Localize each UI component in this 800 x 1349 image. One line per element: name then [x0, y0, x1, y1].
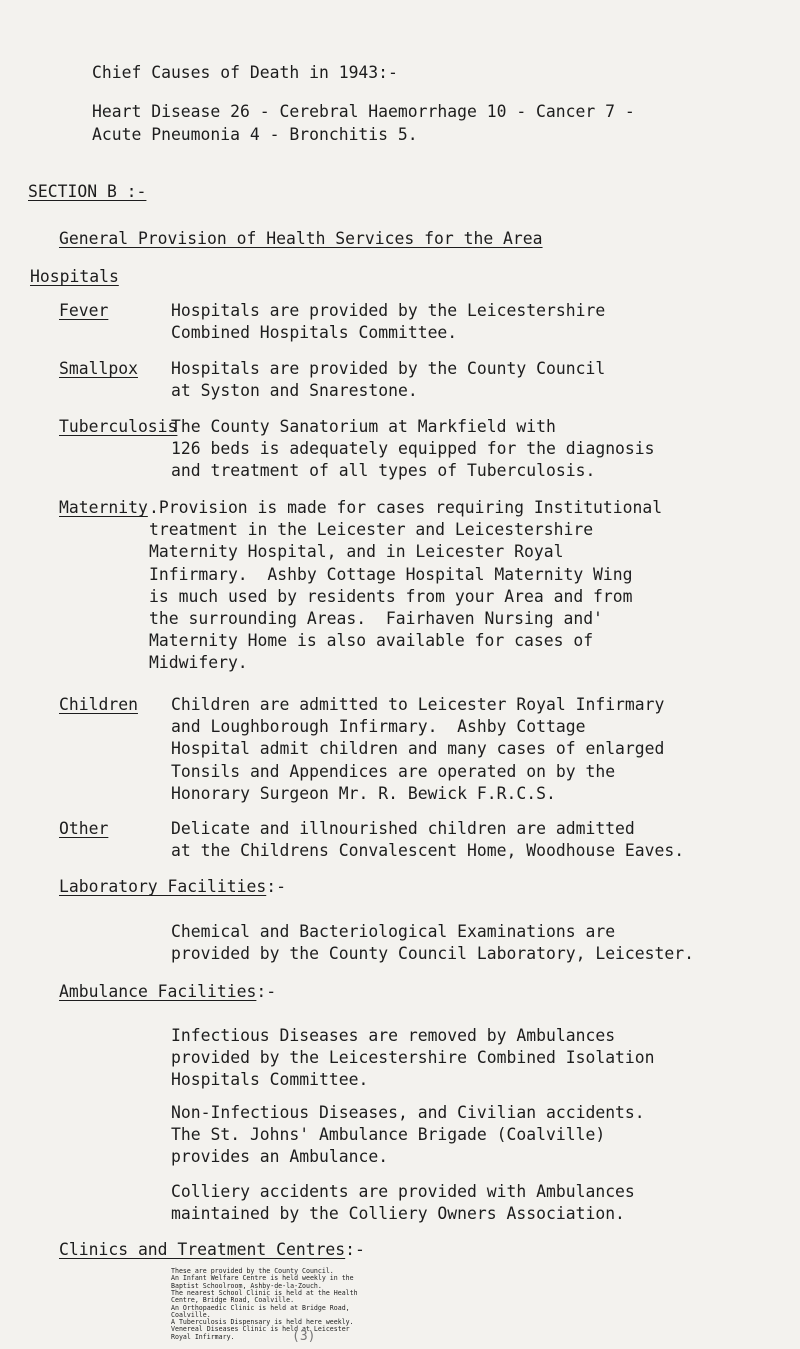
clinics-heading-text: Clinics and Treatment Centres — [59, 1240, 346, 1259]
section-title: General Provision of Health Services for the Area — [59, 229, 543, 248]
clinics-line: An Infant Welfare Centre is held weekly in the — [171, 1274, 354, 1283]
clinics-heading — [59, 1239, 365, 1261]
ambulance-paragraph-1: Infectious Diseases are removed by Ambulances provided by the Leicestershire Combined Isolation Hospitals Committee. — [171, 1026, 655, 1090]
hospitals-heading: Hospitals — [30, 267, 119, 286]
maternity-label: Maternity — [59, 498, 148, 517]
clinics-heading-suffix: :- — [345, 1240, 365, 1259]
clinics-line: Coalville. — [171, 1310, 211, 1319]
other-label: Other — [59, 819, 109, 838]
smallpox-label: Smallpox — [59, 359, 138, 378]
fever-label: Fever — [59, 301, 109, 320]
ambulance-paragraph-3: Colliery accidents are provided with Ambulances maintained by the Colliery Owners Association. — [171, 1182, 635, 1224]
page-number: (3) — [292, 1329, 316, 1344]
ambulance-heading-suffix: :- — [256, 982, 277, 1001]
tuberculosis-text: The County Sanatorium at Markfield with 126 beds is adequately equipped for the diagnosis and treatment of all types of Tuberculosis. — [171, 417, 655, 481]
causes-line-2: Acute Pneumonia 4 - Bronchitis 5. — [92, 125, 418, 144]
maternity-text: .Provision is made for cases requiring Institutional treatment in the Leicester and Leicestershire Maternity Hospital, and in Leicester Royal Infirmary. Ashby Cottage Hospital Maternity Wing is much used by residents from your Area and from the surrounding Areas. Fairhaven Nursing and' Maternity Home is also available for cases of Midwifery. — [149, 498, 663, 673]
clinics-line: These are provided by the County Council. — [171, 1267, 334, 1275]
clinics-line: A Tuberculosis Dispensary is held here weekly. — [171, 1318, 354, 1327]
fever-text: Hospitals are provided by the Leicestershire Combined Hospitals Committee. — [171, 301, 606, 343]
clinics-line: Royal Infirmary. — [171, 1332, 235, 1341]
laboratory-heading — [59, 876, 286, 898]
causes-line-1: Heart Disease 26 - Cerebral Haemorrhage 10 - Cancer 7 - — [92, 102, 635, 121]
clinics-line: Baptist Schoolroom, Ashby-de-la-Zouch. — [171, 1281, 322, 1290]
clinics-line: Centre, Bridge Road, Coalville. — [171, 1296, 295, 1305]
causes-title: Chief Causes of Death in 1943:- — [92, 63, 398, 82]
laboratory-text: Chemical and Bacteriological Examinations are provided by the County Council Laboratory, Leicester. — [171, 922, 695, 964]
children-label: Children — [59, 695, 138, 714]
ambulance-heading-text: Ambulance Facilities — [59, 982, 257, 1001]
ambulance-heading — [59, 981, 276, 1003]
clinics-line: An Orthopaedic Clinic is held at Bridge Road, — [171, 1303, 350, 1312]
laboratory-heading-text: Laboratory Facilities — [59, 877, 267, 896]
clinics-line: Venereal Diseases Clinic is held at Leicester — [171, 1325, 350, 1334]
other-text: Delicate and illnourished children are admitted at the Childrens Convalescent Home, Woodhouse Eaves. — [171, 819, 685, 861]
smallpox-text: Hospitals are provided by the County Council at Syston and Snarestone. — [171, 359, 606, 401]
children-text: Children are admitted to Leicester Royal Infirmary and Loughborough Infirmary. Ashby Cottage Hospital admit children and many cases of enlarged Tonsils and Appendices are operated on by the Honorary Surgeon Mr. R. Bewick F.R.C.S. — [171, 695, 665, 803]
laboratory-heading-suffix: :- — [266, 877, 286, 896]
clinics-line: The nearest School Clinic is held at the Health — [171, 1288, 358, 1297]
ambulance-paragraph-2: Non-Infectious Diseases, and Civilian accidents. The St. Johns' Ambulance Brigade (Coalville) provides an Ambulance. — [171, 1103, 645, 1167]
section-heading: SECTION B :- — [28, 182, 147, 201]
tuberculosis-label: Tuberculosis — [59, 417, 178, 436]
